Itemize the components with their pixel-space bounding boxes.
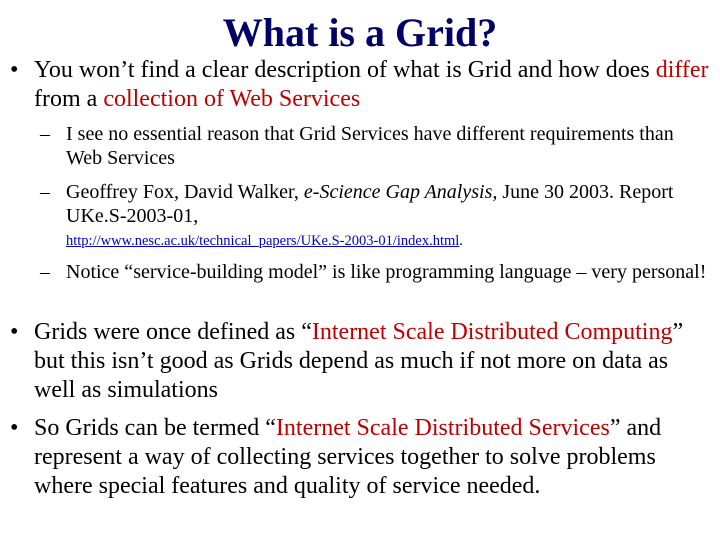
bullet-text: Grids were once defined as “Internet Scale Distributed Computing” but this isn’t good as Grids depend as much if not more on data as well as simulations	[34, 319, 684, 403]
bullet-text: So Grids can be termed “Internet Scale Distributed Services” and represent a way of collecting services together to solve problems where special features and quality of service needed.	[34, 415, 662, 499]
bullet-grid-definition	[10, 318, 710, 405]
bullet-definition-unclear	[10, 56, 710, 114]
highlight-web-services: collection of Web Services	[103, 86, 361, 112]
citation-title: e-Science Gap Analysis	[303, 181, 493, 203]
bullet-marker: •	[10, 57, 19, 83]
bullet-grid-services	[10, 414, 710, 501]
bullet-marker: •	[10, 415, 19, 441]
highlight-differ: differ	[655, 57, 709, 83]
sub-bullet-text: Notice “service-building model” is like programming language – very personal!	[66, 261, 707, 283]
citation-url-line: http://www.nesc.ac.uk/technical_papers/UKe.S-2003-01/index.html.	[66, 233, 463, 249]
dash-marker: –	[40, 123, 50, 145]
bullet-marker: •	[10, 319, 19, 345]
sub-bullet-text: I see no essential reason that Grid Services have different requirements than Web Services	[66, 123, 674, 169]
bullet-text: You won’t find a clear description of what is Grid and how does differ from a collection of Web Services	[34, 57, 709, 112]
dash-marker: –	[40, 181, 50, 203]
report-link[interactable]: http://www.nesc.ac.uk/technical_papers/UKe.S-2003-01/index.html	[66, 233, 460, 249]
citation-text: Geoffrey Fox, David Walker, e-Science Gap Analysis, June 30 2003. Report UKe.S-2003-01,	[66, 181, 674, 227]
sub-bullet-notice	[40, 260, 710, 284]
sub-bullet-requirements	[40, 122, 710, 170]
dash-marker: –	[40, 261, 50, 283]
sub-bullet-citation	[40, 180, 710, 228]
slide-title: What is a Grid?	[222, 10, 498, 55]
highlight-distributed-computing: Internet Scale Distributed Computing	[311, 319, 673, 345]
highlight-distributed-services: Internet Scale Distributed Services	[275, 415, 610, 441]
